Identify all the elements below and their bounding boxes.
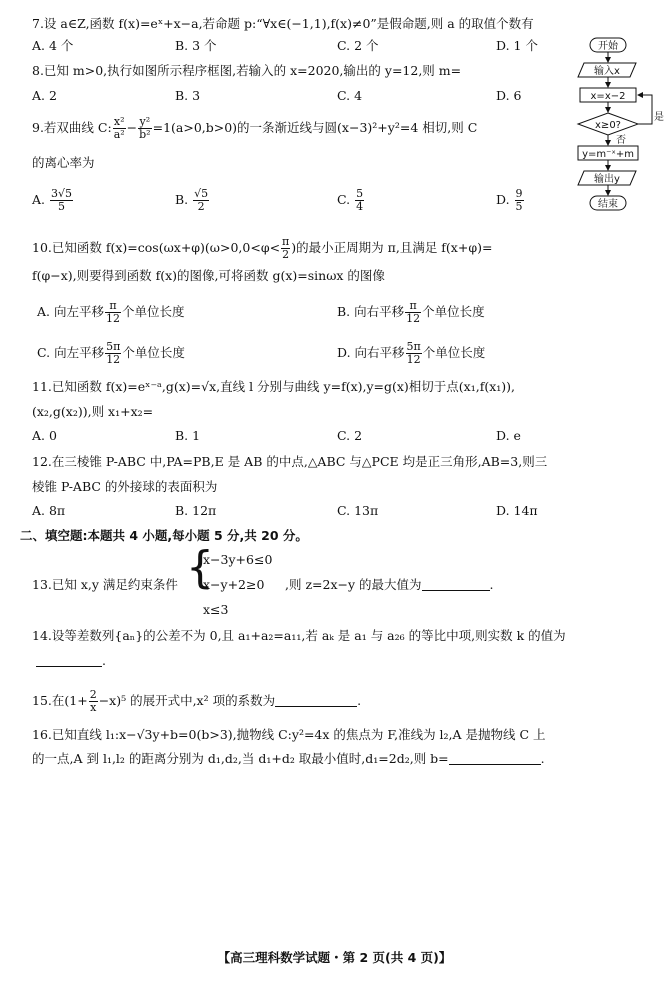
- q7-option-d: D. 1 个: [496, 38, 538, 53]
- q11-option-a: A. 0: [32, 428, 57, 443]
- q10-a-num: π: [105, 300, 121, 313]
- q10-b-num: π: [405, 300, 421, 313]
- q11-stem-line1: 11.已知函数 f(x)=eˣ⁻ᵃ,g(x)=√x,直线 l 分别与曲线 y=f(x),y=g(x)相切于点(x₁,f(x₁)),: [32, 379, 516, 394]
- q10-stem-post: )的最小正周期为 π,且满足 f(x+φ)=: [291, 240, 493, 255]
- q10-c-frac: [105, 341, 121, 366]
- flow-yes-loop: [638, 95, 652, 124]
- q16-stem2-text: 的一点,A 到 l₁,l₂ 的距离分别为 d₁,d₂,当 d₁+d₂ 取最小值时,d₁=2d₂,则 b=: [32, 751, 449, 766]
- q10-d-pre: D. 向右平移: [337, 345, 405, 360]
- q9-b-label: B.: [175, 192, 189, 207]
- q10-stem-frac-num: π: [282, 235, 290, 248]
- q9-d-frac: [515, 188, 524, 213]
- q7-option-a: A. 4 个: [32, 38, 74, 53]
- q10-option-b: [337, 300, 485, 325]
- q16-stem-line1: 16.已知直线 l₁:x−√3y+b=0(b>3),抛物线 C:y²=4x 的焦点为 F,准线为 l₂,A 是抛物线 C 上: [32, 727, 546, 742]
- q16-end: .: [540, 751, 545, 766]
- q10-d-den: 12: [406, 353, 421, 366]
- q8-option-a: A. 2: [32, 88, 57, 103]
- q10-d-post: 个单位长度: [422, 345, 486, 360]
- q9-b-frac: [193, 188, 209, 213]
- page-footer: 【高三理科数学试题・第 2 页(共 4 页)】: [217, 950, 452, 965]
- q10-c-pre: C. 向左平移: [37, 345, 105, 360]
- flow-start-label: 开始: [598, 41, 618, 52]
- q15-end: .: [357, 693, 362, 708]
- q11-option-c: C. 2: [337, 428, 363, 443]
- q9-c-num: 5: [356, 187, 364, 200]
- q10-b-post: 个单位长度: [422, 304, 485, 319]
- q10-a-pre: A. 向左平移: [37, 304, 104, 319]
- flow-end-label: 结束: [598, 199, 618, 210]
- q7-stem: 7.设 a∈Z,函数 f(x)=eˣ+x−a,若命题 p:“∀x∈(−1,1),f(x)≠0”是假命题,则 a 的取值个数有: [32, 16, 534, 31]
- q9-c-den: 4: [356, 200, 364, 213]
- q10-b-pre: B. 向右平移: [337, 304, 405, 319]
- q8-stem: 8.已知 m>0,执行如图所示程序框图,若输入的 x=2020,输出的 y=12,则 m=: [32, 63, 462, 78]
- flow-condition-label: x≥0?: [595, 120, 621, 131]
- q14-answer-line: [36, 653, 106, 669]
- q9-option-d: [496, 188, 525, 213]
- q15-post: −x)⁵ 的展开式中,x² 项的系数为: [98, 693, 276, 708]
- q10-c-post: 个单位长度: [122, 345, 185, 360]
- q10-d-frac: [406, 341, 422, 366]
- q9-b-den: 2: [197, 200, 205, 213]
- section2-heading: 二、填空题:本题共 4 小题,每小题 5 分,共 20 分。: [20, 528, 308, 543]
- q9-a-label: A.: [32, 192, 46, 207]
- q9-frac-y: [138, 116, 151, 141]
- q10-a-den: 12: [105, 312, 120, 325]
- q10-option-d: [337, 341, 485, 366]
- q16-answer-blank[interactable]: [449, 752, 541, 765]
- program-flowchart: [568, 36, 664, 212]
- q13-constraint-1: x−3y+6≤0: [203, 552, 273, 567]
- q9-frac-x-den: a²: [113, 128, 125, 141]
- q9-frac-x: [113, 116, 126, 141]
- q10-option-c: [37, 341, 185, 366]
- flow-input-label: 输入x: [594, 66, 620, 77]
- q9-d-den: 5: [515, 200, 523, 213]
- q11-option-d: D. e: [496, 428, 521, 443]
- q13-end: .: [489, 577, 494, 592]
- q8-option-b: B. 3: [175, 88, 201, 103]
- q12-stem-line2: 棱锥 P-ABC 的外接球的表面积为: [32, 479, 218, 494]
- q10-d-num: 5π: [406, 340, 421, 353]
- q14-stem-line1: 14.设等差数列{aₙ}的公差不为 0,且 a₁+a₂=a₁₁,若 aₖ 是 a₁ 与 a₂₆ 的等比中项,则实数 k 的值为: [32, 628, 566, 643]
- q16-stem-line2: [32, 751, 545, 767]
- q9-stem-pre: 9.若双曲线 C:: [32, 120, 112, 135]
- q9-stem-post: =1(a>0,b>0)的一条渐近线与圆(x−3)²+y²=4 相切,则 C: [152, 120, 478, 135]
- q15-answer-blank[interactable]: [275, 694, 357, 707]
- q9-a-num: 3√5: [51, 187, 73, 200]
- q9-d-label: D.: [496, 192, 510, 207]
- q9-option-c: [337, 188, 365, 213]
- flow-calc-label: y=m⁻ˣ+m: [582, 149, 634, 160]
- q10-stem-frac-den: 2: [282, 248, 290, 261]
- q9-option-b: [175, 188, 210, 213]
- q10-c-den: 12: [106, 353, 121, 366]
- q14-end: .: [102, 653, 106, 668]
- q11-stem-line2: (x₂,g(x₂)),则 x₁+x₂=: [32, 404, 154, 419]
- flow-no-label: 否: [616, 135, 626, 146]
- q10-stem-line2: f(φ−x),则要得到函数 f(x)的图像,可将函数 g(x)=sinωx 的图像: [32, 268, 385, 283]
- q10-stem-pre: 10.已知函数 f(x)=cos(ωx+φ)(ω>0,0<φ<: [32, 240, 281, 255]
- q10-a-post: 个单位长度: [121, 304, 185, 319]
- q14-answer-blank[interactable]: [36, 654, 102, 667]
- q10-stem-line1: [32, 236, 492, 261]
- q12-option-c: C. 13π: [337, 503, 379, 518]
- flow-assign-label: x=x−2: [590, 91, 626, 102]
- q10-c-num: 5π: [106, 340, 121, 353]
- q9-stem-line2: 的离心率为: [32, 155, 95, 170]
- q9-a-frac: [50, 188, 73, 213]
- q13-stem-pre: 13.已知 x,y 满足约束条件: [32, 577, 178, 592]
- q11-option-b: B. 1: [175, 428, 201, 443]
- q7-option-b: B. 3 个: [175, 38, 217, 53]
- q12-option-a: A. 8π: [32, 503, 66, 518]
- q13-constraint-2: x−y+2≥0: [203, 577, 265, 592]
- q9-stem: [32, 116, 477, 141]
- flow-yes-label: 是: [654, 112, 664, 123]
- q9-frac-y-num: y²: [139, 115, 151, 128]
- flow-output-label: 输出y: [594, 174, 620, 185]
- q13-brace: {: [186, 542, 214, 593]
- q10-b-frac: [405, 300, 421, 325]
- q9-option-a: [32, 188, 74, 213]
- q9-c-label: C.: [337, 192, 351, 207]
- q15-stem: [32, 689, 361, 714]
- q7-option-c: C. 2 个: [337, 38, 379, 53]
- q9-b-num: √5: [194, 187, 209, 200]
- q10-option-a: [37, 300, 185, 325]
- q9-minus: −: [126, 120, 138, 135]
- q8-option-c: C. 4: [337, 88, 363, 103]
- q13-stem-post-text: ,则 z=2x−y 的最大值为: [285, 577, 422, 592]
- q10-a-frac: [105, 300, 121, 325]
- q12-option-b: B. 12π: [175, 503, 217, 518]
- q10-stem-frac: [281, 236, 290, 261]
- q9-frac-x-num: x²: [113, 115, 125, 128]
- q13-answer-blank[interactable]: [422, 578, 490, 591]
- q9-c-frac: [355, 188, 364, 213]
- q15-frac: [89, 689, 98, 714]
- q15-frac-den: x: [90, 701, 97, 714]
- q13-stem-post: [285, 577, 494, 593]
- q13-constraint-3: x≤3: [203, 602, 229, 617]
- q15-frac-num: 2: [89, 688, 97, 701]
- q15-pre: 15.在(1+: [32, 693, 88, 708]
- q12-option-d: D. 14π: [496, 503, 538, 518]
- q9-frac-y-den: b²: [139, 128, 151, 141]
- q10-b-den: 12: [406, 312, 421, 325]
- q8-option-d: D. 6: [496, 88, 522, 103]
- q12-stem-line1: 12.在三棱锥 P-ABC 中,PA=PB,E 是 AB 的中点,△ABC 与△PCE 均是正三角形,AB=3,则三: [32, 454, 548, 469]
- q9-a-den: 5: [58, 200, 65, 213]
- q9-d-num: 9: [515, 187, 523, 200]
